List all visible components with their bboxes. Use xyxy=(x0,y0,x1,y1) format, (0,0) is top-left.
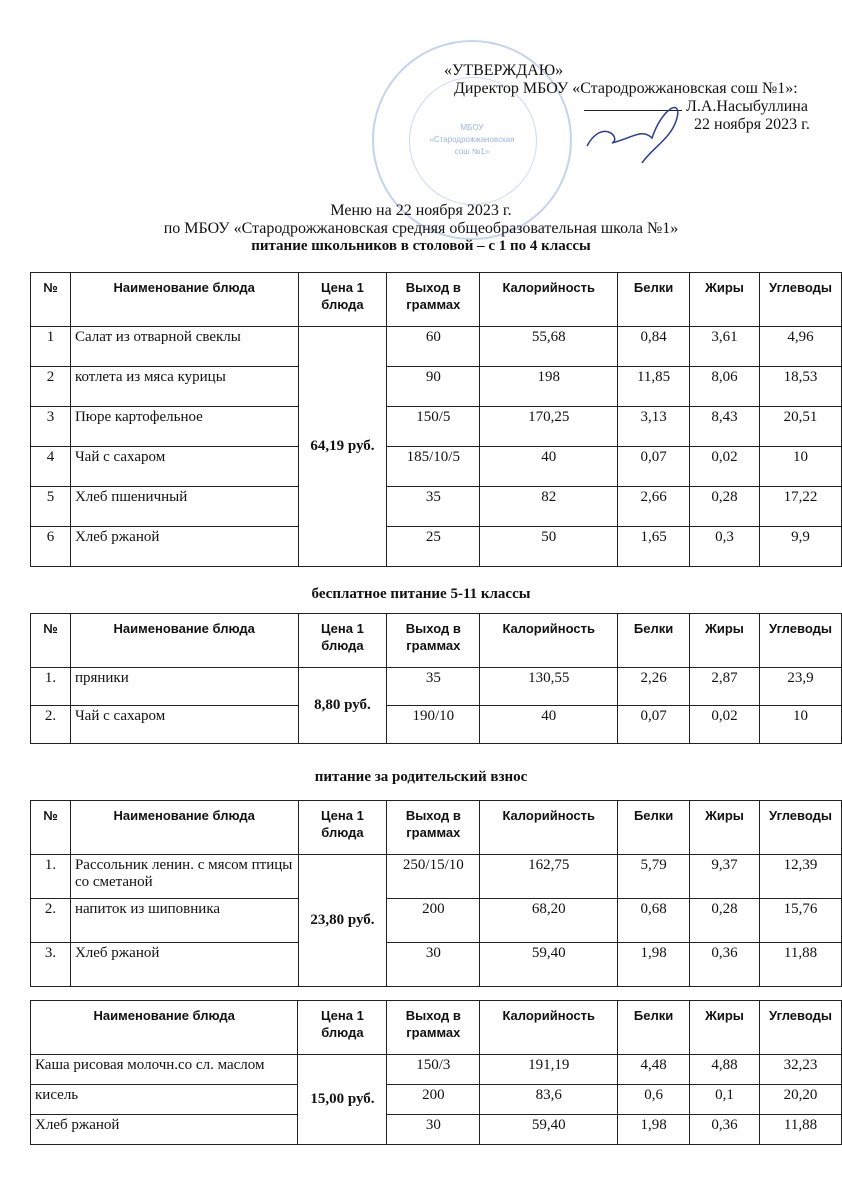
proteins: 0,6 xyxy=(618,1085,690,1115)
fats: 0,02 xyxy=(690,447,760,487)
column-header: Жиры xyxy=(690,801,760,855)
column-header: Калорийность xyxy=(480,273,618,327)
output-grams: 250/15/10 xyxy=(387,855,480,899)
column-header: Выход в граммах xyxy=(387,1001,480,1055)
dish-name: Каша рисовая молочн.со сл. маслом xyxy=(31,1055,298,1085)
table-row xyxy=(31,447,842,487)
dish-name: напиток из шиповника xyxy=(70,899,298,943)
column-header: Выход в граммах xyxy=(387,801,480,855)
column-header: Калорийность xyxy=(480,614,618,668)
proteins: 0,68 xyxy=(618,899,690,943)
column-header: Углеводы xyxy=(759,801,841,855)
column-header: Белки xyxy=(618,614,690,668)
fats: 9,37 xyxy=(690,855,760,899)
stamp-text: сош №1» xyxy=(454,147,490,156)
calories: 170,25 xyxy=(480,407,618,447)
proteins: 11,85 xyxy=(618,367,690,407)
column-header: Наименование блюда xyxy=(70,614,298,668)
column-header: Белки xyxy=(618,1001,690,1055)
row-number: 1. xyxy=(31,668,71,706)
proteins: 3,13 xyxy=(618,407,690,447)
output-grams: 200 xyxy=(387,899,480,943)
dish-name: Хлеб ржаной xyxy=(70,527,298,567)
price-per-meal: 8,80 руб. xyxy=(298,668,387,744)
table-row xyxy=(31,855,842,899)
price-per-meal: 15,00 руб. xyxy=(298,1055,387,1145)
carbs: 9,9 xyxy=(759,527,841,567)
row-number: 1 xyxy=(31,327,71,367)
menu-table xyxy=(30,272,842,567)
section-title: питание школьников в столовой – с 1 по 4 классы xyxy=(251,238,591,254)
school-name: по МБОУ «Стародрожжановская средняя общеобразовательная школа №1» xyxy=(163,220,679,237)
carbs: 11,88 xyxy=(759,943,841,987)
column-header: № xyxy=(31,273,71,327)
dish-name: Рассольник ленин. с мясом птицы со сметаной xyxy=(70,855,298,899)
fats: 0,36 xyxy=(690,943,760,987)
column-header: Углеводы xyxy=(759,614,841,668)
carbs: 17,22 xyxy=(759,487,841,527)
section-title: питание за родительский взнос xyxy=(314,769,528,785)
column-header: Цена 1 блюда xyxy=(298,801,387,855)
table-row xyxy=(31,527,842,567)
column-header: Наименование блюда xyxy=(70,273,298,327)
row-number: 2. xyxy=(31,899,71,943)
fats: 8,06 xyxy=(690,367,760,407)
column-header: Цена 1 блюда xyxy=(298,273,387,327)
calories: 130,55 xyxy=(480,668,618,706)
table-row xyxy=(31,367,842,407)
dish-name: Хлеб ржаной xyxy=(31,1115,298,1145)
dish-name: Хлеб ржаной xyxy=(70,943,298,987)
approval-name: Л.А.Насыбуллина xyxy=(584,98,810,116)
table-row xyxy=(31,1085,842,1115)
column-header: Белки xyxy=(618,801,690,855)
fats: 3,61 xyxy=(690,327,760,367)
dish-name: кисель xyxy=(31,1085,298,1115)
fats: 2,87 xyxy=(690,668,760,706)
price-per-meal: 23,80 руб. xyxy=(298,855,387,987)
carbs: 18,53 xyxy=(759,367,841,407)
table-row xyxy=(31,943,842,987)
output-grams: 25 xyxy=(387,527,480,567)
proteins: 2,66 xyxy=(618,487,690,527)
column-header: Жиры xyxy=(690,273,760,327)
row-number: 5 xyxy=(31,487,71,527)
carbs: 11,88 xyxy=(759,1115,841,1145)
output-grams: 35 xyxy=(387,668,480,706)
stamp-text: МБОУ xyxy=(460,123,484,132)
table-row xyxy=(31,327,842,367)
carbs: 23,9 xyxy=(759,668,841,706)
carbs: 20,51 xyxy=(759,407,841,447)
dish-name: Пюре картофельное xyxy=(70,407,298,447)
proteins: 1,65 xyxy=(618,527,690,567)
calories: 55,68 xyxy=(480,327,618,367)
calories: 83,6 xyxy=(480,1085,618,1115)
fats: 0,28 xyxy=(690,487,760,527)
column-header: № xyxy=(31,801,71,855)
column-header: Жиры xyxy=(690,1001,760,1055)
menu-table xyxy=(30,613,842,744)
calories: 40 xyxy=(480,447,618,487)
proteins: 1,98 xyxy=(618,943,690,987)
column-header: Цена 1 блюда xyxy=(298,614,387,668)
fats: 8,43 xyxy=(690,407,760,447)
carbs: 20,20 xyxy=(759,1085,841,1115)
column-header: Выход в граммах xyxy=(387,273,480,327)
carbs: 4,96 xyxy=(759,327,841,367)
calories: 191,19 xyxy=(480,1055,618,1085)
proteins: 5,79 xyxy=(618,855,690,899)
section-title: бесплатное питание 5-11 классы xyxy=(311,586,531,602)
output-grams: 150/3 xyxy=(387,1055,480,1085)
table-row xyxy=(31,1055,842,1085)
stamp-text: «Стародрожжановская xyxy=(429,135,515,144)
fats: 0,1 xyxy=(690,1085,760,1115)
row-number: 1. xyxy=(31,855,71,899)
table-row xyxy=(31,668,842,706)
calories: 198 xyxy=(480,367,618,407)
row-number: 3 xyxy=(31,407,71,447)
approval-heading: «УТВЕРЖДАЮ» xyxy=(444,62,564,79)
carbs: 10 xyxy=(759,447,841,487)
table-row xyxy=(31,1115,842,1145)
output-grams: 185/10/5 xyxy=(387,447,480,487)
output-grams: 190/10 xyxy=(387,706,480,744)
dish-name: Хлеб пшеничный xyxy=(70,487,298,527)
fats: 0,3 xyxy=(690,527,760,567)
menu-table xyxy=(30,800,842,987)
carbs: 15,76 xyxy=(759,899,841,943)
dish-name: пряники xyxy=(70,668,298,706)
output-grams: 30 xyxy=(387,943,480,987)
dish-name: Салат из отварной свеклы xyxy=(70,327,298,367)
output-grams: 30 xyxy=(387,1115,480,1145)
proteins: 2,26 xyxy=(618,668,690,706)
dish-name: Чай с сахаром xyxy=(70,706,298,744)
approval-date: 22 ноября 2023 г. xyxy=(694,116,810,133)
proteins: 0,07 xyxy=(618,706,690,744)
column-header: Наименование блюда xyxy=(70,801,298,855)
proteins: 4,48 xyxy=(618,1055,690,1085)
dish-name: Чай с сахаром xyxy=(70,447,298,487)
proteins: 0,84 xyxy=(618,327,690,367)
proteins: 1,98 xyxy=(618,1115,690,1145)
output-grams: 150/5 xyxy=(387,407,480,447)
fats: 4,88 xyxy=(690,1055,760,1085)
table-row xyxy=(31,407,842,447)
table-row xyxy=(31,899,842,943)
calories: 59,40 xyxy=(480,1115,618,1145)
calories: 59,40 xyxy=(480,943,618,987)
column-header: Углеводы xyxy=(759,1001,841,1055)
table-row xyxy=(31,487,842,527)
dish-name: котлета из мяса курицы xyxy=(70,367,298,407)
calories: 68,20 xyxy=(480,899,618,943)
column-header: Наименование блюда xyxy=(31,1001,298,1055)
column-header: Углеводы xyxy=(759,273,841,327)
row-number: 3. xyxy=(31,943,71,987)
table-row xyxy=(31,706,842,744)
approval-position: Директор МБОУ «Стародрожжановская сош №1»: xyxy=(454,80,798,97)
carbs: 32,23 xyxy=(759,1055,841,1085)
column-header: Цена 1 блюда xyxy=(298,1001,387,1055)
row-number: 2 xyxy=(31,367,71,407)
output-grams: 35 xyxy=(387,487,480,527)
menu-table xyxy=(30,1000,842,1145)
fats: 0,36 xyxy=(690,1115,760,1145)
calories: 50 xyxy=(480,527,618,567)
output-grams: 90 xyxy=(387,367,480,407)
proteins: 0,07 xyxy=(618,447,690,487)
signature xyxy=(582,98,692,168)
output-grams: 200 xyxy=(387,1085,480,1115)
fats: 0,28 xyxy=(690,899,760,943)
column-header: Выход в граммах xyxy=(387,614,480,668)
row-number: 6 xyxy=(31,527,71,567)
price-per-meal: 64,19 руб. xyxy=(298,327,387,567)
calories: 82 xyxy=(480,487,618,527)
fats: 0,02 xyxy=(690,706,760,744)
column-header: Калорийность xyxy=(480,1001,618,1055)
column-header: Жиры xyxy=(690,614,760,668)
column-header: Калорийность xyxy=(480,801,618,855)
carbs: 12,39 xyxy=(759,855,841,899)
menu-title: Меню на 22 ноября 2023 г. xyxy=(330,202,512,219)
calories: 40 xyxy=(480,706,618,744)
row-number: 4 xyxy=(31,447,71,487)
carbs: 10 xyxy=(759,706,841,744)
column-header: Белки xyxy=(618,273,690,327)
output-grams: 60 xyxy=(387,327,480,367)
row-number: 2. xyxy=(31,706,71,744)
column-header: № xyxy=(31,614,71,668)
calories: 162,75 xyxy=(480,855,618,899)
